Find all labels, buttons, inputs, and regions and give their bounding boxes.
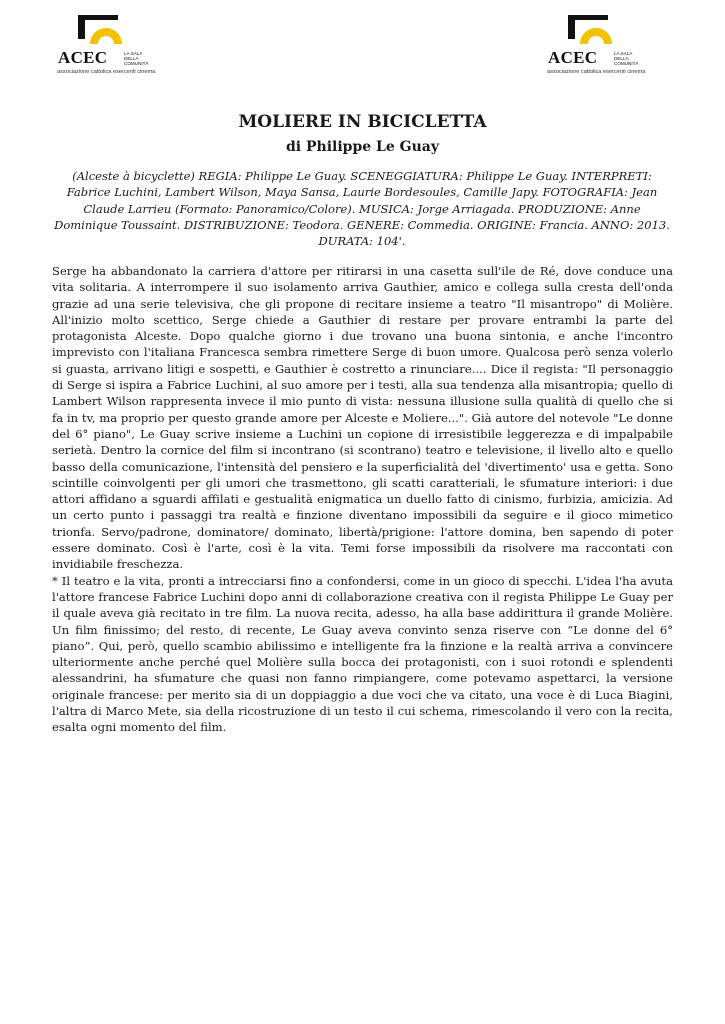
film-title: MOLIERE IN BICICLETTA	[238, 112, 487, 132]
logo-brand-text: ACEC	[548, 48, 598, 67]
acec-logo-left	[54, 14, 174, 78]
logo-brand-text: ACEC	[58, 48, 108, 67]
logo-tagline: associazione cattolica esercenti cinema	[57, 69, 156, 75]
logo-tagline: associazione cattolica esercenti cinema	[547, 69, 646, 75]
acec-emblem-icon	[54, 14, 124, 50]
review-body	[52, 263, 673, 736]
logo-subtitle: LA SALA DELLA COMUNITÀ	[614, 51, 639, 67]
logo-subtitle: LA SALA DELLA COMUNITÀ	[124, 51, 149, 67]
acec-logo-right	[544, 14, 664, 78]
film-director: di Philippe Le Guay	[286, 139, 439, 155]
review-paragraph-1: Serge ha abbandonato la carriera d'attore per ritirarsi in una casetta sull'ile de Ré, dove conduce una vita solitaria. A interrompere il suo isolamento arriva Gauthier, amico e collega sulla cresta dell'onda grazie ad una serie televisiva, che gli propone di recitare insieme a teatro "Il misantropo" di Molière. All'inizio molto scettico, Serge chiede a Gauthier di restare per provare entrambi la parte del protagonista Alceste. Dopo qualche giorno i due trovano una buona sintonia, e anche l'incontro imprevisto con l'italiana Francesca sembra rimettere Serge di buon umore. Qualcosa però senza volerlo si guasta, arrivano litigi e sospetti, e Gauthier è costretto a rinunciare.... Dice il regista: "Il personaggio di Serge si ispira a Fabrice Luchini, al suo amore per i testi, alla sua tendenza alla misantropia; quello di Lambert Wilson rappresenta invece il mio punto di vista: nessuna illusione sulla qualità di quello che si fa in tv, ma proprio per questo grande amore per Alceste e Moliere...". Già autore del notevole "Le donne del 6° piano", Le Guay scrive insieme a Luchini un copione di irresistibile leggerezza e di impalpabile serietà. Dentro la cornice del film si incontrano (si scontrano) teatro e televisione, il livello alto e quello basso della comunicazione, l'intensità del pensiero e la superficialità del 'divertimento' usa e getta. Sono scintille coinvolgenti per gli umori che trasmettono, gli scatti caratteriali, le sfumature interiori: i due attori affidano a sguardi affilati e gestualità enigmatica un duello fatto di cinismo, furbizia, amicizia. Ad un certo punto i passaggi tra realtà e finzione diventano impossibili da seguire e il gioco mimetico trionfa. Servo/padrone, dominatore/ dominato, libertà/prigione: l'attore domina, ben sapendo di poter essere dominato. Così è l'arte, così è la vita. Temi forse impossibili da risolvere ma raccontati con invidiabile freschezza.	[52, 264, 673, 572]
review-paragraph-2: * Il teatro e la vita, pronti a intrecciarsi fino a confondersi, come in un gioco di specchi. L'idea l'ha avuta l'attore francese Fabrice Luchini dopo anni di collaborazione creativa con il regista Philippe Le Guay per il quale aveva già recitato in tre film. La nuova recita, adesso, ha alla base addirittura il grande Molière. Un film finissimo; del resto, di recente, Le Guay aveva convinto senza riserve con “Le donne del 6° piano”. Qui, però, quello scambio abilissimo e intelligente fra la finzione e la realtà arriva a convincere ulteriormente anche perché quel Molière sulla bocca dei protagonisti, con i suoi rotondi e splendenti alessandrini, ha sfumature che quasi non fanno rimpiangere, come potevamo aspettarci, la versione originale francese: per merito sia di un doppiaggio a due voci che va citato, una voce è di Luca Biagini, l'altra di Marco Mete, sia della ricostruzione di un testo il cui schema, rimescolando il vero con la recita, esalta ogni momento del film.	[52, 573, 673, 735]
acec-emblem-icon	[544, 14, 614, 50]
film-credits: (Alceste à bicyclette) REGIA: Philippe Le Guay. SCENEGGIATURA: Philippe Le Guay. INTERPRETI: Fabrice Luchini, Lambert Wilson, Maya Sansa, Laurie Bordesoules, Camille Japy. FOTOGRAFIA: Jean Claude Larrieu (Formato: Panoramico/Colore). MUSICA: Jorge Arriagada. PRODUZIONE: Anne Dominique Toussaint. DISTRIBUZIONE: Teodora. GENERE: Commedia. ORIGINE: Francia. ANNO: 2013. DURATA: 104'.	[54, 169, 670, 249]
